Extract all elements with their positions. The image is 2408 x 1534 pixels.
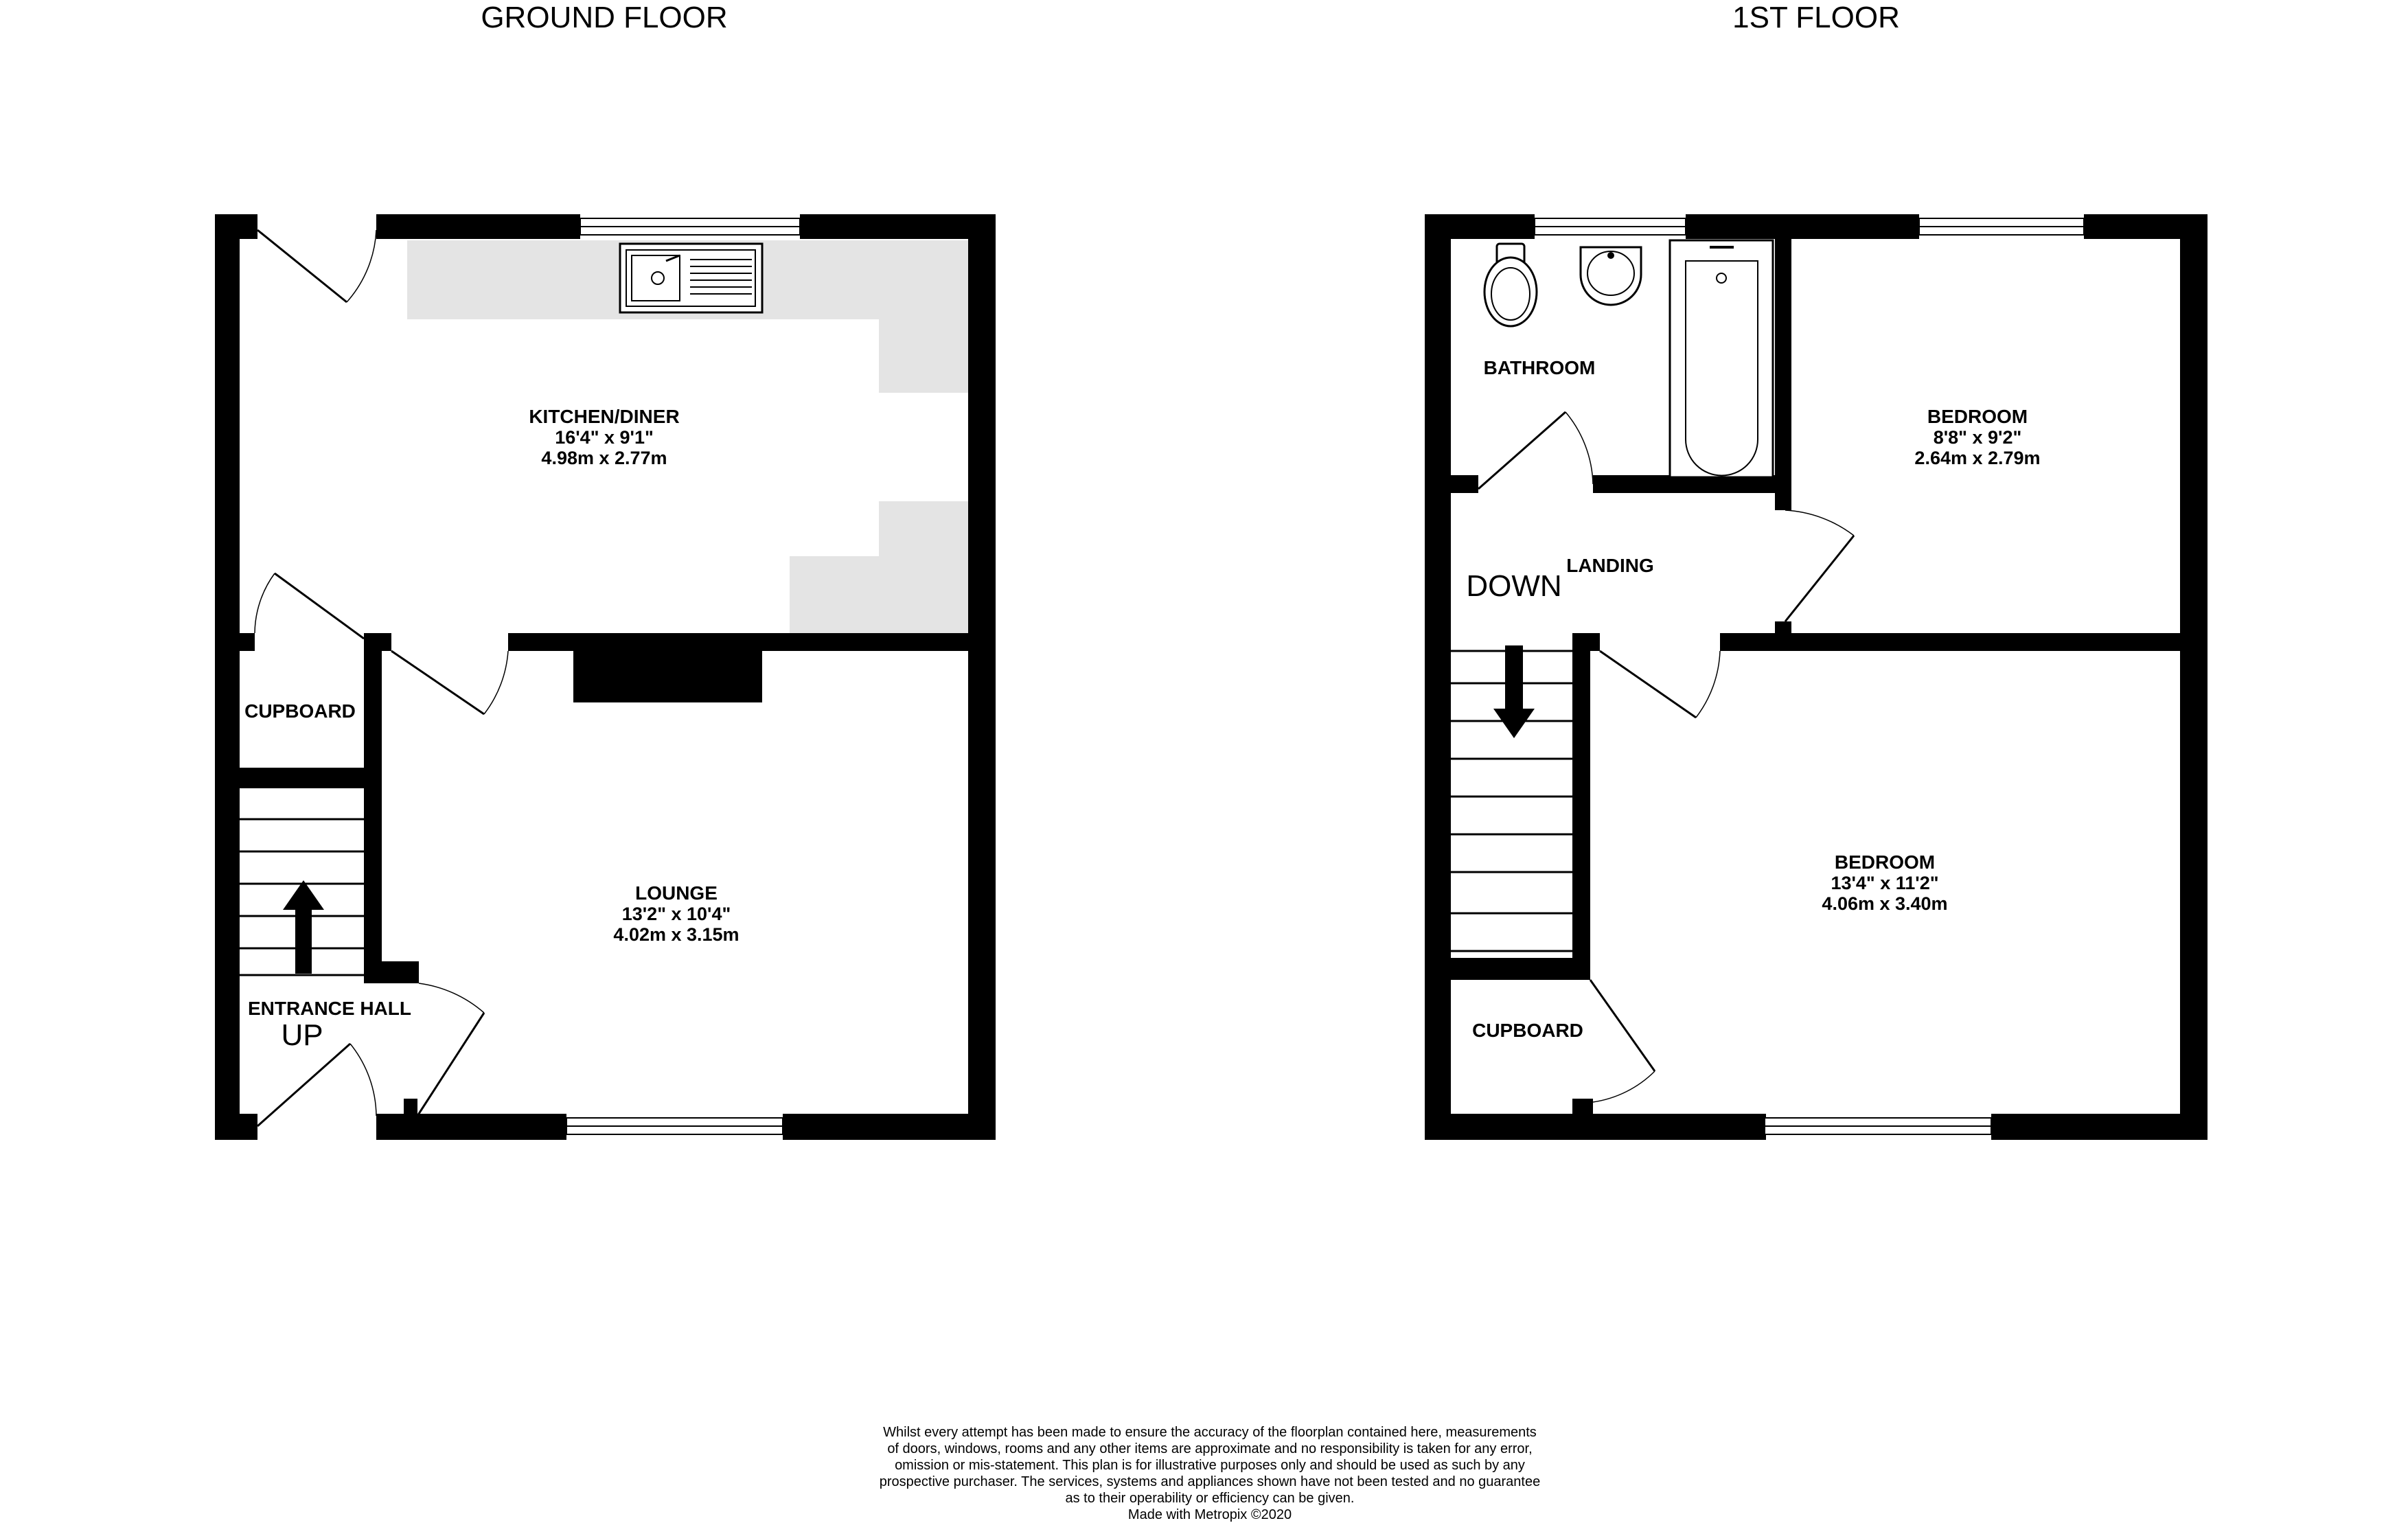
kitchen-dimensions-imperial: 16'4" x 9'1": [555, 427, 654, 448]
cupboard-door: [255, 573, 364, 639]
disclaimer-line: as to their operability or efficiency can be given.: [1065, 1491, 1355, 1506]
basin-icon: [1581, 247, 1641, 305]
large-bedroom-label: BEDROOM: [1834, 851, 1936, 873]
disclaimer-line: prospective purchaser. The services, systems and appliances shown have not been tested and no guarantee: [879, 1474, 1541, 1489]
bathroom-door: [1478, 412, 1593, 489]
kitchen-dimensions-metric: 4.98m x 2.77m: [541, 448, 667, 468]
bathroom-label: BATHROOM: [1483, 357, 1596, 378]
disclaimer-line: omission or mis-statement. This plan is for illustrative purposes only and should be used as such by any: [895, 1458, 1525, 1473]
cupboard-label: CUPBOARD: [244, 700, 356, 722]
disclaimer-credit: Made with Metropix ©2020: [1127, 1507, 1292, 1522]
stairs-down-label: DOWN: [1466, 569, 1562, 603]
kitchen-back-door: [257, 230, 376, 302]
entrance-hall-label: ENTRANCE HALL: [248, 998, 411, 1019]
landing-label: LANDING: [1566, 555, 1654, 576]
kitchen-label: KITCHEN/DINER: [529, 406, 680, 427]
stair-arrow-down-icon: [1493, 645, 1535, 738]
first-cupboard-door: [1590, 980, 1655, 1102]
front-door: [257, 1044, 376, 1126]
ground-floor-title: GROUND FLOOR: [481, 1, 728, 34]
kitchen-worktop-lower: [790, 501, 968, 633]
stair-arrow-up-icon: [283, 880, 324, 974]
small-bedroom-dimensions-imperial: 8'8" x 9'2": [1933, 427, 2022, 448]
disclaimer-line: of doors, windows, rooms and any other items are approximate and no responsibility is taken for any error,: [887, 1441, 1533, 1456]
large-bedroom-door: [1600, 651, 1720, 718]
first-walls: [1425, 214, 2208, 1140]
large-bedroom-dimensions-imperial: 13'4" x 11'2": [1831, 873, 1939, 893]
first-floor-title: 1ST FLOOR: [1732, 1, 1900, 34]
ground-floor: [215, 1, 996, 1140]
lounge-dimensions-metric: 4.02m x 3.15m: [613, 924, 739, 945]
small-bedroom-label: BEDROOM: [1927, 406, 2028, 427]
large-bedroom-dimensions-metric: 4.06m x 3.40m: [1822, 893, 1948, 914]
first-cupboard-label: CUPBOARD: [1472, 1020, 1583, 1041]
toilet-icon: [1484, 244, 1537, 326]
small-bedroom-dimensions-metric: 2.64m x 2.79m: [1914, 448, 2041, 468]
disclaimer: [880, 1425, 1540, 1522]
lounge-dimensions-imperial: 13'2" x 10'4": [621, 904, 731, 924]
first-floor: [1425, 1, 2208, 1140]
bath-icon: [1670, 240, 1773, 477]
sink-icon: [620, 244, 762, 312]
small-bedroom-door: [1785, 510, 1854, 621]
lounge-kitchen-door: [391, 651, 508, 714]
disclaimer-line: Whilst every attempt has been made to ensure the accuracy of the floorplan contained here, measurements: [883, 1425, 1537, 1440]
lounge-label: LOUNGE: [635, 882, 718, 904]
hall-lounge-door: [417, 983, 484, 1116]
stairs-up-label: UP: [281, 1018, 323, 1052]
